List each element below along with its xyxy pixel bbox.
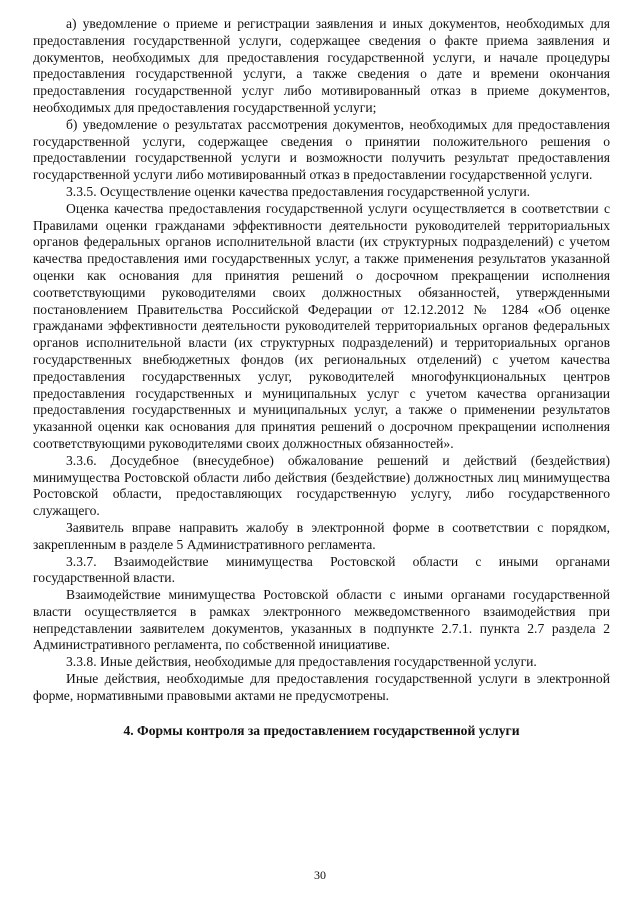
paragraph-other-actions: Иные действия, необходимые для предоставления государственной услуги в электронной форме, нормативными правовыми актами не предусмотрены. [33, 671, 610, 703]
paragraph-complaint: Заявитель вправе направить жалобу в электронной форме в соответствии с порядком, закрепленным в разделе 5 Административного регламента. [33, 519, 610, 552]
document-page [33, 16, 610, 739]
page-number: 30 [314, 868, 326, 882]
paragraph-3-3-6-title: 3.3.6. Досудебное (внесудебное) обжалование решений и действий (бездействия) минимущества Ростовской области либо действия (бездействие) должностных лиц минимущества Ростовской области, предоставляющих государственную услугу, либо государственного служащего. [33, 452, 610, 519]
paragraph-3-3-5-title: 3.3.5. Осуществление оценки качества предоставления государственной услуги. [66, 183, 531, 199]
paragraph-interaction: Взаимодействие минимущества Ростовской области с иными органами государственной власти осуществляется в рамках электронного межведомственного взаимодействия при непредставлении заявителем документов, указанных в подпункте 2.7.1. пункта 2.7 раздела 2 Административного регламента, по собственной инициативе. [33, 587, 610, 653]
paragraph-notification-b: б) уведомление о результатах рассмотрения документов, необходимых для предоставления государственной услуги, содержащее сведения о принятии положительного решения о предоставлении государственной услуги и возможности получить результат предоставления государственной услуги либо мотивированный отказ в предоставлении государственной услуги. [33, 116, 610, 183]
paragraph-notification-a: а) уведомление о приеме и регистрации заявления и иных документов, необходимых для предоставления государственной услуги, содержащее сведения о факте приема заявления и документов, необходимых для предоставления государственной услуги, и начале процедуры предоставления государственной услуги, а также сведения о дате и времени окончания предоставления государственной услуг либо мотивированный отказ в приеме документов, необходимых для предоставления государственной услуги; [33, 16, 610, 115]
paragraph-3-3-7-title: 3.3.7. Взаимодействие минимущества Ростовской области с иными органами государственной власти. [33, 553, 610, 586]
paragraph-quality-assessment: Оценка качества предоставления государственной услуги осуществляется в соответствии с Правилами оценки гражданами эффективности деятельности руководителей территориальных органов федеральных органов исполнительной власти (их структурных подразделений) с учетом качества предоставления ими государственных услуг, а также применения результатов указанной оценки как основания для принятия решений о досрочном прекращении исполнения соответствующими руководителями своих должностных обязанностей, утвержденными постановлением Правительства Российской Федерации от 12.12.2012 № 1284 «Об оценке гражданами эффективности деятельности руководителей территориальных органов федеральных органов исполнительной власти (их структурных подразделений) и территориальных органов государственных внебюджетных фондов (их региональных отделений) с учетом качества предоставления государственных услуг, руководителей многофункциональных центров предоставления государственных и муниципальных услуг с учетом качества организации предоставления государственных и муниципальных услуг, а также о применении результатов указанной оценки как основания для принятия решений о досрочном прекращении исполнения соответствующими руководителями своих должностных обязанностей». [33, 200, 610, 451]
section-heading: 4. Формы контроля за предоставлением государственной услуги [123, 722, 520, 738]
paragraph-3-3-8-title: 3.3.8. Иные действия, необходимые для предоставления государственной услуги. [66, 654, 537, 670]
